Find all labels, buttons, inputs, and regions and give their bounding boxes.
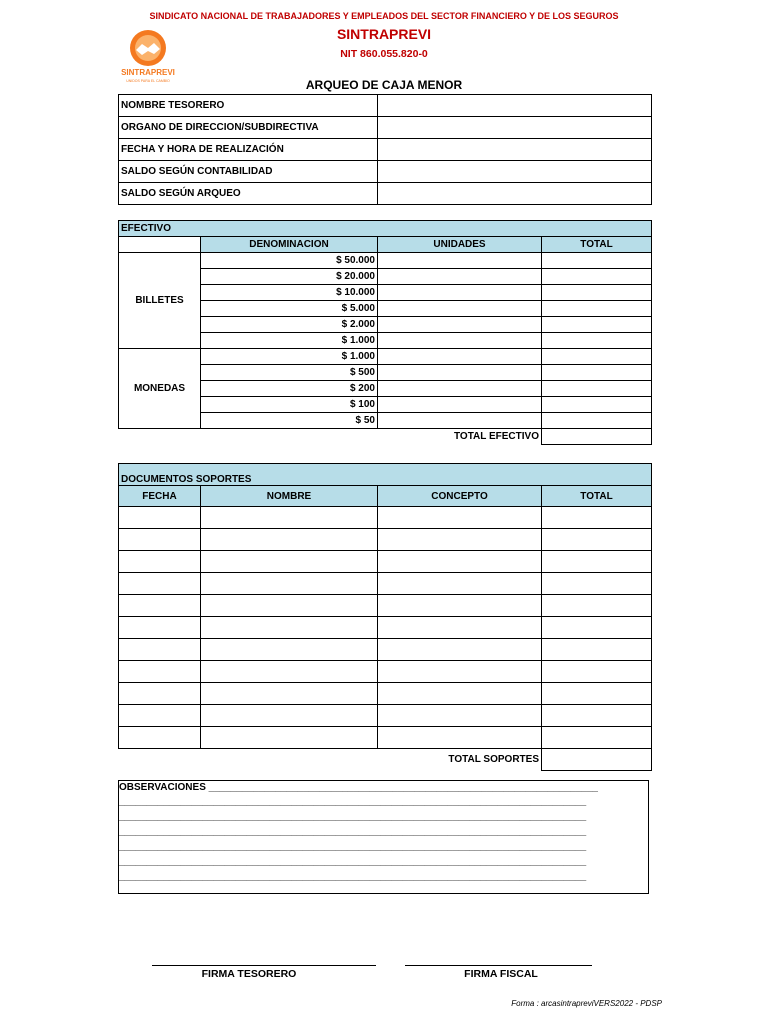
soporte-total-field[interactable] [542,595,652,617]
soporte-total-field[interactable] [542,529,652,551]
observaciones-box[interactable] [118,780,649,894]
soporte-row [119,529,652,551]
soporte-total-field[interactable] [542,727,652,749]
denominacion-header: DENOMINACION [201,237,378,253]
total-field[interactable] [542,413,652,429]
total-field[interactable] [542,301,652,317]
denomination-value: $ 500 [201,365,378,381]
brand-name: SINTRAPREVI [336,26,432,42]
total-field[interactable] [542,317,652,333]
soporte-total-field[interactable] [542,661,652,683]
soporte-row [119,573,652,595]
observaciones-line: ____________________________________________________________________________________ [119,871,587,882]
fiscal-signature-label: FIRMA FISCAL [464,968,538,980]
denomination-value: $ 1.000 [201,333,378,349]
form-code: Forma : arcasintrapreviVERS2022 - PDSP [511,999,662,1008]
concepto-field[interactable] [378,507,542,529]
units-field[interactable] [378,285,542,301]
denomination-value: $ 10.000 [201,285,378,301]
fecha-field[interactable] [119,661,201,683]
units-field[interactable] [378,397,542,413]
total-efectivo-field[interactable] [542,429,652,445]
fecha-field[interactable] [119,683,201,705]
total-field[interactable] [542,349,652,365]
denomination-value: $ 5.000 [201,301,378,317]
soporte-row [119,683,652,705]
denomination-value: $ 1.000 [201,349,378,365]
total-field[interactable] [542,397,652,413]
soporte-total-field[interactable] [542,683,652,705]
info-row [119,139,652,161]
total-field[interactable] [542,333,652,349]
denomination-value: $ 20.000 [201,269,378,285]
nombre-field[interactable] [201,639,378,661]
fecha-field[interactable] [119,595,201,617]
nombre-field[interactable] [201,705,378,727]
fecha-field[interactable] [119,551,201,573]
nit-number: NIT 860.055.820-0 [340,48,428,60]
info-label: ORGANO DE DIRECCION/SUBDIRECTIVA [119,117,378,139]
concepto-field[interactable] [378,573,542,595]
concepto-field[interactable] [378,639,542,661]
soportes-total-header: TOTAL [542,486,652,507]
units-field[interactable] [378,381,542,397]
soportes-table [118,463,652,771]
info-value-field[interactable] [378,95,652,117]
soporte-row [119,617,652,639]
nombre-field[interactable] [201,529,378,551]
fiscal-signature-line[interactable] [405,965,592,966]
concepto-field[interactable] [378,683,542,705]
units-field[interactable] [378,413,542,429]
info-row [119,161,652,183]
nombre-header: NOMBRE [201,486,378,507]
unidades-header: UNIDADES [378,237,542,253]
info-row [119,183,652,205]
fecha-field[interactable] [119,705,201,727]
units-field[interactable] [378,253,542,269]
denomination-value: $ 50.000 [201,253,378,269]
info-label: FECHA Y HORA DE REALIZACIÓN [119,139,378,161]
nombre-field[interactable] [201,661,378,683]
total-field[interactable] [542,365,652,381]
total-field[interactable] [542,285,652,301]
svg-text:UNIDOS PARA EL CAMBIO: UNIDOS PARA EL CAMBIO [126,79,170,83]
tesorero-signature-line[interactable] [152,965,376,966]
info-label: SALDO SEGÚN ARQUEO [119,183,378,205]
info-value-field[interactable] [378,161,652,183]
denomination-value: $ 50 [201,413,378,429]
info-value-field[interactable] [378,117,652,139]
monedas-label: MONEDAS [119,349,201,429]
denomination-value: $ 2.000 [201,317,378,333]
document-title: ARQUEO DE CAJA MENOR [305,78,463,92]
soporte-total-field[interactable] [542,507,652,529]
info-row [119,117,652,139]
concepto-field[interactable] [378,595,542,617]
units-field[interactable] [378,349,542,365]
soporte-row [119,661,652,683]
soporte-total-field[interactable] [542,639,652,661]
fecha-field[interactable] [119,529,201,551]
info-table [118,94,652,205]
info-value-field[interactable] [378,139,652,161]
nombre-field[interactable] [201,551,378,573]
efectivo-table [118,220,652,445]
info-label: NOMBRE TESORERO [119,95,378,117]
units-field[interactable] [378,301,542,317]
nombre-field[interactable] [201,507,378,529]
fecha-field[interactable] [119,727,201,749]
nombre-field[interactable] [201,727,378,749]
fecha-field[interactable] [119,573,201,595]
fecha-field[interactable] [119,507,201,529]
units-field[interactable] [378,365,542,381]
denomination-value: $ 100 [201,397,378,413]
soporte-total-field[interactable] [542,705,652,727]
total-field[interactable] [542,269,652,285]
tesorero-signature-label: FIRMA TESORERO [201,968,297,980]
soporte-total-field[interactable] [542,617,652,639]
soportes-title: DOCUMENTOS SOPORTES [119,464,652,486]
denomination-value: $ 200 [201,381,378,397]
concepto-field[interactable] [378,617,542,639]
info-label: SALDO SEGÚN CONTABILIDAD [119,161,378,183]
nombre-field[interactable] [201,595,378,617]
concepto-field[interactable] [378,529,542,551]
billetes-label: BILLETES [119,253,201,349]
concepto-field[interactable] [378,551,542,573]
soporte-row [119,595,652,617]
nombre-field[interactable] [201,573,378,595]
concepto-field[interactable] [378,727,542,749]
soporte-row [119,705,652,727]
soporte-row [119,639,652,661]
soporte-total-field[interactable] [542,573,652,595]
total-soportes-label: TOTAL SOPORTES [448,754,539,766]
observaciones-line: ____________________________________________________________________________________ [119,811,587,822]
concepto-header: CONCEPTO [378,486,542,507]
total-header: TOTAL [542,237,652,253]
info-value-field[interactable] [378,183,652,205]
soporte-row [119,551,652,573]
observaciones-line: ____________________________________________________________________________________ [119,841,587,852]
soporte-total-field[interactable] [542,551,652,573]
nombre-field[interactable] [201,683,378,705]
monedas-row [119,349,652,365]
soporte-row [119,727,652,749]
concepto-field[interactable] [378,705,542,727]
units-field[interactable] [378,317,542,333]
observaciones-label: OBSERVACIONES ______________________________________________________________________ [119,782,598,793]
nombre-field[interactable] [201,617,378,639]
fecha-header: FECHA [119,486,201,507]
observaciones-line: ____________________________________________________________________________________ [119,826,587,837]
total-soportes-field[interactable] [542,749,652,771]
logo-text: SINTRAPREVI [121,68,175,77]
info-row [119,95,652,117]
organization-name: SINDICATO NACIONAL DE TRABAJADORES Y EMPLEADOS DEL SECTOR FINANCIERO Y DE LOS SEGUROS [149,11,619,21]
observaciones-line: ____________________________________________________________________________________ [119,856,587,867]
efectivo-title: EFECTIVO [119,221,652,237]
total-field[interactable] [542,253,652,269]
observaciones-line: ____________________________________________________________________________________ [119,796,587,807]
soporte-row [119,507,652,529]
total-field[interactable] [542,381,652,397]
units-field[interactable] [378,333,542,349]
concepto-field[interactable] [378,661,542,683]
fecha-field[interactable] [119,639,201,661]
units-field[interactable] [378,269,542,285]
fecha-field[interactable] [119,617,201,639]
total-efectivo-label: TOTAL EFECTIVO [453,431,539,443]
billetes-row [119,253,652,269]
